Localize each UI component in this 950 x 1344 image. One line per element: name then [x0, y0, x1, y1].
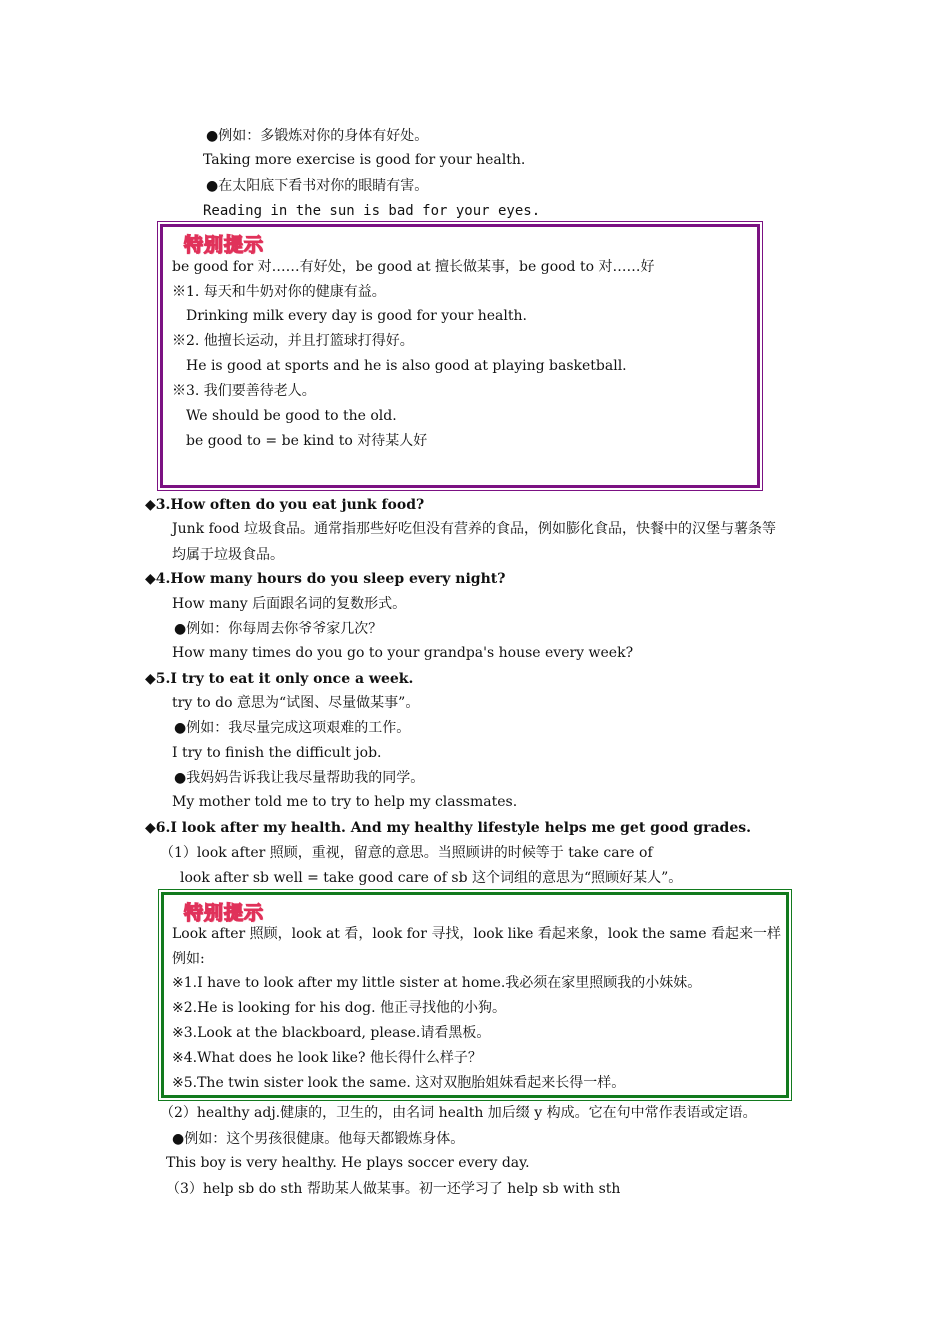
tip2-line: ※3.Look at the blackboard, please.请看黑板。 — [172, 1025, 491, 1041]
tip-badge: 特别提示 — [184, 234, 265, 256]
tip2-line: ※5.The twin sister look the same. 这对双胞胎姐妹看起来长得一样。 — [172, 1075, 626, 1091]
example-cn-reading: ●在太阳底下看书对你的眼睛有害。 — [206, 178, 429, 194]
section-heading-3: ◆3.How often do you eat junk food? — [145, 497, 425, 513]
section5-text: ●例如：我尽量完成这项艰难的工作。 — [174, 720, 411, 736]
section6b-text: This boy is very healthy. He plays soccer every day. — [166, 1155, 530, 1171]
tip1-line: ※3. 我们要善待老人。 — [172, 383, 316, 399]
tip2-line: ※1.I have to look after my little sister at home.我必须在家里照顾我的小妹妹。 — [172, 975, 702, 991]
tip1-line: He is good at sports and he is also good at playing basketball. — [186, 358, 627, 374]
section6b-text: （2）healthy adj.健康的，卫生的，由名词 health 加后缀 y 构成。它在句中常作表语或定语。 — [160, 1105, 757, 1121]
section5-text: try to do 意思为“试图、尽量做某事”。 — [172, 695, 420, 711]
section3-text: Junk food 垃圾食品。通常指那些好吃但没有营养的食品，例如膨化食品，快餐中的汉堡与薯条等 — [172, 521, 777, 537]
section-heading-5: ◆5.I try to eat it only once a week. — [145, 671, 414, 687]
tip1-line: ※2. 他擅长运动，并且打篮球打得好。 — [172, 333, 414, 349]
tip1-line: be good for 对……有好处，be good at 擅长做某事，be good to 对……好 — [172, 259, 655, 275]
example-cn-exercise: ●例如：多锻炼对你的身体有好处。 — [206, 128, 429, 144]
tip1-line: ※1. 每天和牛奶对你的健康有益。 — [172, 284, 386, 300]
section5-text: I try to finish the difficult job. — [172, 745, 382, 761]
section6b-text: ●例如：这个男孩很健康。他每天都锻炼身体。 — [172, 1131, 465, 1147]
tip1-line: be good to = be kind to 对待某人好 — [186, 433, 428, 449]
tip1-line: Drinking milk every day is good for your health. — [186, 308, 527, 324]
example-en-exercise: Taking more exercise is good for your health. — [203, 152, 526, 168]
section5-text: My mother told me to try to help my classmates. — [172, 794, 518, 810]
tip2-line: ※4.What does he look like? 他长得什么样子？ — [172, 1050, 482, 1066]
section-heading-6: ◆6.I look after my health. And my healthy lifestyle helps me get good grades. — [145, 820, 751, 836]
section4-text: ●例如：你每周去你爷爷家几次？ — [174, 621, 383, 637]
tip2-line: ※2.He is looking for his dog. 他正寻找他的小狗。 — [172, 1000, 507, 1016]
section-heading-4: ◆4.How many hours do you sleep every night? — [145, 571, 506, 587]
tip2-line: 例如: — [172, 951, 205, 967]
tip2-line: Look after 照顾，look at 看，look for 寻找，look like 看起来象，look the same 看起来一样 — [172, 926, 782, 942]
section5-text: ●我妈妈告诉我让我尽量帮助我的同学。 — [174, 770, 425, 786]
section6b-text: （3）help sb do sth 帮助某人做某事。初一还学习了 help sb with sth — [166, 1181, 621, 1197]
tip-badge: 特别提示 — [184, 902, 265, 924]
example-en-reading: Reading in the sun is bad for your eyes. — [203, 203, 541, 219]
section3-text: 均属于垃圾食品。 — [172, 547, 284, 563]
section4-text: How many times do you go to your grandpa's house every week? — [172, 645, 634, 661]
section6-text: （1）look after 照顾，重视，留意的意思。当照顾讲的时候等于 take care of — [160, 845, 653, 861]
section6-text: look after sb well = take good care of sb 这个词组的意思为“照顾好某人”。 — [180, 870, 683, 886]
section4-text: How many 后面跟名词的复数形式。 — [172, 596, 407, 612]
tip1-line: We should be good to the old. — [186, 408, 397, 424]
